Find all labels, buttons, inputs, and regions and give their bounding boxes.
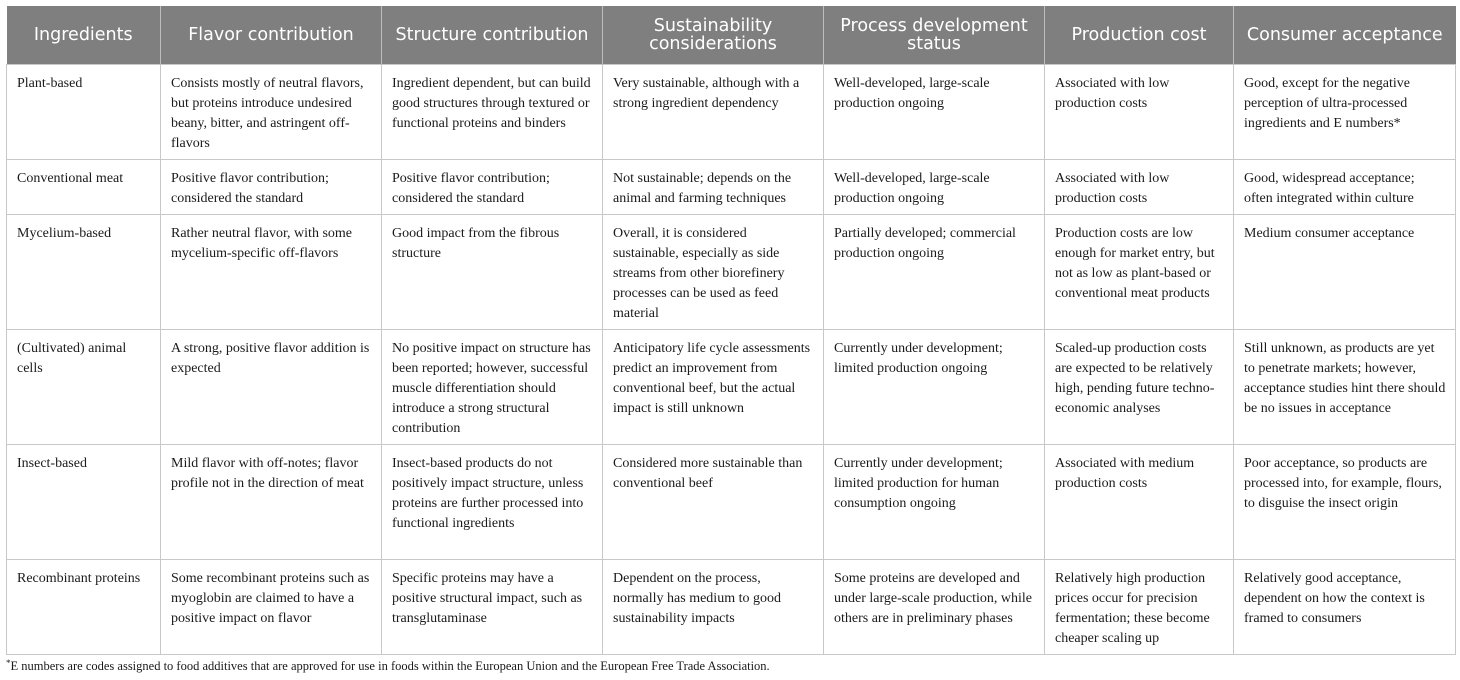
cell-process: Some proteins are developed and under large-scale production, while others are in preliminary phases bbox=[824, 560, 1045, 655]
cell-ingredient: Mycelium-based bbox=[7, 215, 161, 330]
header-sustainability-considerations: Sustainability considerations bbox=[603, 6, 824, 65]
cell-cost: Relatively high production prices occur for precision fermentation; these become cheaper scaling up bbox=[1045, 560, 1234, 655]
cell-process: Partially developed; commercial production ongoing bbox=[824, 215, 1045, 330]
table-header-row bbox=[7, 6, 1456, 65]
cell-ingredient: (Cultivated) animal cells bbox=[7, 330, 161, 445]
cell-process: Currently under development; limited production ongoing bbox=[824, 330, 1045, 445]
cell-sustainability: Dependent on the process, normally has medium to good sustainability impacts bbox=[603, 560, 824, 655]
header-ingredients: Ingredients bbox=[7, 6, 161, 65]
table-row bbox=[7, 330, 1456, 445]
cell-ingredient: Conventional meat bbox=[7, 160, 161, 215]
cell-sustainability: Considered more sustainable than conventional beef bbox=[603, 445, 824, 560]
cell-cost: Associated with low production costs bbox=[1045, 65, 1234, 160]
cell-sustainability: Overall, it is considered sustainable, especially as side streams from other biorefinery processes can be used as feed material bbox=[603, 215, 824, 330]
cell-flavor: Positive flavor contribution; considered the standard bbox=[161, 160, 382, 215]
cell-acceptance: Relatively good acceptance, dependent on how the context is framed to consumers bbox=[1234, 560, 1456, 655]
cell-cost: Associated with low production costs bbox=[1045, 160, 1234, 215]
ingredients-comparison-table bbox=[6, 6, 1456, 655]
cell-acceptance: Good, widespread acceptance; often integrated within culture bbox=[1234, 160, 1456, 215]
cell-acceptance: Medium consumer acceptance bbox=[1234, 215, 1456, 330]
cell-ingredient: Insect-based bbox=[7, 445, 161, 560]
cell-process: Currently under development; limited production for human consumption ongoing bbox=[824, 445, 1045, 560]
cell-structure: Good impact from the fibrous structure bbox=[382, 215, 603, 330]
header-production-cost: Production cost bbox=[1045, 6, 1234, 65]
table-row bbox=[7, 445, 1456, 560]
header-structure-contribution: Structure contribution bbox=[382, 6, 603, 65]
header-flavor-contribution: Flavor contribution bbox=[161, 6, 382, 65]
cell-process: Well-developed, large-scale production ongoing bbox=[824, 160, 1045, 215]
table-row bbox=[7, 160, 1456, 215]
table-row bbox=[7, 65, 1456, 160]
cell-acceptance: Poor acceptance, so products are processed into, for example, flours, to disguise the insect origin bbox=[1234, 445, 1456, 560]
cell-structure: Positive flavor contribution; considered the standard bbox=[382, 160, 603, 215]
footnote-text: E numbers are codes assigned to food additives that are approved for use in foods within the European Union and the European Free Trade Association. bbox=[10, 659, 770, 673]
cell-flavor: Some recombinant proteins such as myoglobin are claimed to have a positive impact on flavor bbox=[161, 560, 382, 655]
cell-process: Well-developed, large-scale production ongoing bbox=[824, 65, 1045, 160]
cell-flavor: Mild flavor with off-notes; flavor profile not in the direction of meat bbox=[161, 445, 382, 560]
cell-flavor: Rather neutral flavor, with some mycelium-specific off-flavors bbox=[161, 215, 382, 330]
cell-sustainability: Very sustainable, although with a strong ingredient dependency bbox=[603, 65, 824, 160]
table-row bbox=[7, 560, 1456, 655]
table-row bbox=[7, 215, 1456, 330]
cell-structure: Specific proteins may have a positive structural impact, such as transglutaminase bbox=[382, 560, 603, 655]
comparison-table-container bbox=[6, 6, 1455, 655]
cell-structure: Ingredient dependent, but can build good structures through textured or functional proteins and binders bbox=[382, 65, 603, 160]
cell-ingredient: Recombinant proteins bbox=[7, 560, 161, 655]
cell-cost: Associated with medium production costs bbox=[1045, 445, 1234, 560]
cell-sustainability: Anticipatory life cycle assessments predict an improvement from conventional beef, but the actual impact is still unknown bbox=[603, 330, 824, 445]
cell-acceptance: Good, except for the negative perception of ultra-processed ingredients and E numbers* bbox=[1234, 65, 1456, 160]
cell-acceptance: Still unknown, as products are yet to penetrate markets; however, acceptance studies hint there should be no issues in acceptance bbox=[1234, 330, 1456, 445]
header-process-development-status: Process development status bbox=[824, 6, 1045, 65]
footnote-marker: * bbox=[6, 658, 11, 668]
header-consumer-acceptance: Consumer acceptance bbox=[1234, 6, 1456, 65]
cell-cost: Scaled-up production costs are expected to be relatively high, pending future techno-economic analyses bbox=[1045, 330, 1234, 445]
cell-structure: Insect-based products do not positively impact structure, unless proteins are further processed into functional ingredients bbox=[382, 445, 603, 560]
cell-ingredient: Plant-based bbox=[7, 65, 161, 160]
cell-flavor: A strong, positive flavor addition is expected bbox=[161, 330, 382, 445]
cell-structure: No positive impact on structure has been reported; however, successful muscle differentiation should introduce a strong structural contribution bbox=[382, 330, 603, 445]
cell-cost: Production costs are low enough for market entry, but not as low as plant-based or conventional meat products bbox=[1045, 215, 1234, 330]
cell-sustainability: Not sustainable; depends on the animal and farming techniques bbox=[603, 160, 824, 215]
table-footnote bbox=[6, 658, 770, 674]
cell-flavor: Consists mostly of neutral flavors, but proteins introduce undesired beany, bitter, and astringent off-flavors bbox=[161, 65, 382, 160]
